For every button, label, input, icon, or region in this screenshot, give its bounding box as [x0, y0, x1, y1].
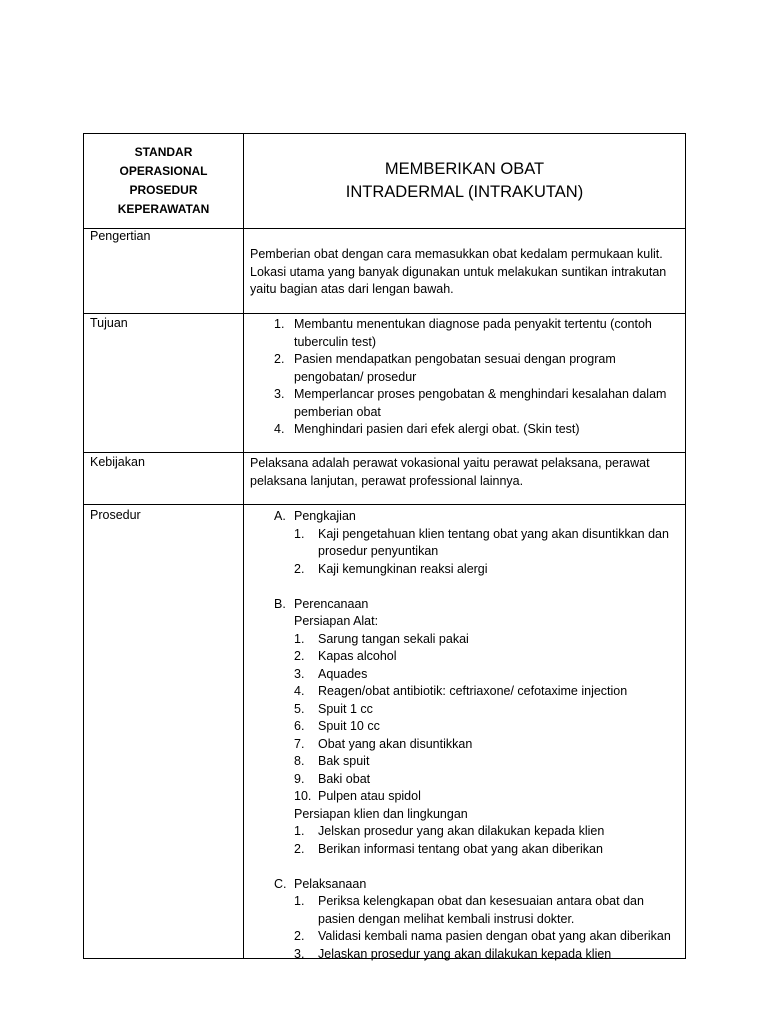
subheading-persiapan-klien: Persiapan klien dan lingkungan — [294, 806, 468, 821]
list-item: 1. Kaji pengetahuan klien tentang obat yang akan disuntikkan dan prosedur penyuntikan — [294, 526, 669, 558]
row-divider — [84, 504, 685, 505]
section-title: Pengkajian — [294, 509, 356, 523]
list-item: 2. Kapas alcohol — [294, 649, 397, 663]
tujuan-label: Tujuan — [90, 316, 128, 330]
list-item: 3. Memperlancar proses pengobatan & menghindari kesalahan dalam pemberian obat — [274, 387, 667, 419]
document-title: MEMBERIKAN OBAT INTRADERMAL (INTRAKUTAN) — [345, 160, 584, 201]
section-title: Perencanaan — [294, 596, 369, 611]
row-divider — [84, 313, 685, 314]
list-item: 2. Validasi kembali nama pasien dengan obat yang akan diberikan — [294, 929, 671, 943]
list-item: 1. Sarung tangan sekali pakai — [294, 631, 469, 646]
section-pengkajian: A. Pengkajian 1. Kaji pengetahuan klien tentang obat yang akan disuntikkan dan prosedur penyuntikan 2. Kaji kemungkinan reaksi alergi — [250, 508, 680, 578]
section-title: Pelaksanaan — [294, 876, 367, 891]
pengertian-text: Pemberian obat dengan cara memasukkan obat kedalam permukaan kulit. Lokasi utama yang banyak digunakan untuk melakukan suntikan intrakutan yaitu bagian atas dari lengan bawah. — [250, 247, 667, 296]
row-divider — [84, 452, 685, 453]
prosedur-content — [250, 508, 680, 963]
list-item: 2. Pasien mendapatkan pengobatan sesuai dengan program pengobatan/ prosedur — [274, 352, 616, 384]
row-divider — [84, 228, 685, 229]
prosedur-label: Prosedur — [90, 508, 141, 522]
list-item: 5. Spuit 1 cc — [294, 701, 373, 716]
sop-table — [83, 133, 686, 959]
subheading-persiapan-alat: Persiapan Alat: — [294, 614, 379, 628]
list-item: 10. Pulpen atau spidol — [294, 789, 421, 803]
kebijakan-label: Kebijakan — [90, 455, 145, 469]
list-item: 1. Membantu menentukan diagnose pada penyakit tertentu (contoh tuberculin test) — [274, 317, 652, 349]
list-item: 4. Menghindari pasien dari efek alergi obat. (Skin test) — [274, 422, 580, 436]
column-divider — [243, 134, 244, 958]
list-item: 2. Kaji kemungkinan reaksi alergi — [294, 561, 488, 576]
section-pelaksanaan: C. Pelaksanaan 1. Periksa kelengkapan obat dan kesesuaian antara obat dan pasien dengan melihat kembali instrusi dokter. 2. Validasi kembali nama pasien dengan obat yang akan diberikan 3. Jelaskan prosedur yang akan dilakukan kepada klien — [250, 876, 680, 964]
list-item: 4. Reagen/obat antibiotik: ceftriaxone/ cefotaxime injection — [294, 684, 628, 698]
section-perencanaan: B. Perencanaan Persiapan Alat: 1. Sarung tangan sekali pakai 2. Kapas alcohol 3. Aquades 4. Reagen/obat antibiotik: ceftriaxone/ cefotaxime injection 5. Spuit 1 cc 6. Spuit 10 cc 7. Obat yang akan disuntikkan 8. Bak spuit 9. Baki obat 10. Pulpen atau spidol Persiapan klien dan lingkungan 1. Jelskan prosedur yang akan dilakukan kepada klien 2. Berikan informasi tentang obat yang akan diberikan — [250, 596, 680, 859]
list-item: 3. Aquades — [294, 666, 368, 681]
kebijakan-text: Pelaksana adalah perawat vokasional yaitu perawat pelaksana, perawat pelaksana lanjutan, perawat professional lainnya. — [250, 456, 650, 488]
list-item: 1. Periksa kelengkapan obat dan kesesuaian antara obat dan pasien dengan melihat kembali instrusi dokter. — [294, 894, 644, 926]
tujuan-list — [250, 316, 680, 439]
list-item: 2. Berikan informasi tentang obat yang akan diberikan — [294, 841, 603, 856]
list-item: 9. Baki obat — [294, 771, 371, 786]
list-item: 3. Jelaskan prosedur yang akan dilakukan kepada klien — [294, 946, 612, 961]
header-sop-label: STANDAR OPERASIONAL PROSEDUR KEPERAWATAN — [117, 145, 210, 216]
list-item: 7. Obat yang akan disuntikkan — [294, 736, 473, 751]
list-item: 1. Jelskan prosedur yang akan dilakukan kepada klien — [294, 824, 605, 838]
pengertian-label: Pengertian — [90, 229, 151, 243]
list-item: 6. Spuit 10 cc — [294, 719, 380, 733]
list-item: 8. Bak spuit — [294, 754, 370, 768]
